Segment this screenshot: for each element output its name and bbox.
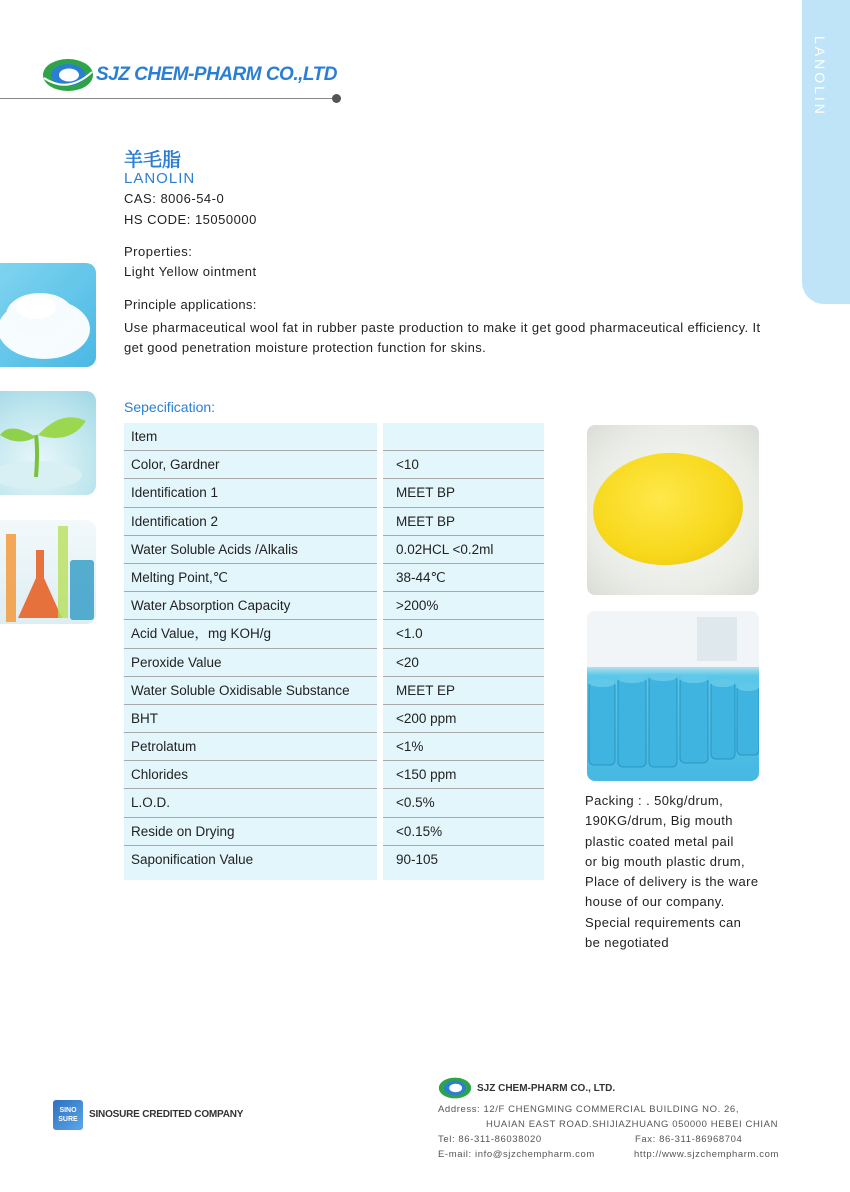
header-divider	[0, 98, 336, 99]
packing-line: or big mouth plastic drum,	[585, 853, 745, 869]
table-row	[124, 705, 544, 733]
spec-param: Chlorides	[124, 761, 377, 789]
spec-param: Item	[124, 423, 377, 451]
table-row	[124, 620, 544, 648]
company-name: SJZ CHEM-PHARM CO.,LTD	[96, 64, 337, 85]
spec-value: 38-44℃	[383, 564, 544, 592]
footer-address-2: HUAIAN EAST ROAD.SHIJIAZHUANG 050000 HEBEI CHIAN	[486, 1119, 779, 1130]
packing-line: Packing : . 50kg/drum,	[585, 793, 724, 808]
hs-code: HS CODE: 15050000	[124, 212, 257, 227]
spec-value: >200%	[383, 592, 544, 620]
spec-value: MEET BP	[383, 508, 544, 536]
spec-param: L.O.D.	[124, 789, 377, 817]
packing-line: plastic coated metal pail	[585, 833, 734, 849]
header-divider-dot	[332, 94, 341, 103]
product-name-cn: 羊毛脂	[124, 149, 182, 171]
spec-param: Saponification Value	[124, 846, 377, 880]
spec-value: 0.02HCL <0.2ml	[383, 536, 544, 564]
packing-line: Special requirements can	[585, 914, 742, 930]
spec-param: BHT	[124, 705, 377, 733]
footer-address-1: Address: 12/F CHENGMING COMMERCIAL BUILDING NO. 26,	[438, 1104, 740, 1115]
table-row	[124, 789, 544, 817]
applications-text: Use pharmaceutical wool fat in rubber paste production to make it get good pharmaceutical efficiency. It get good penetration moisture protection function for skins.	[124, 320, 761, 355]
packing-line: house of our company.	[585, 894, 725, 910]
company-logo-icon	[42, 58, 94, 92]
spec-param: Acid Value，mg KOH/g	[124, 620, 377, 648]
specification-heading: Sepecification:	[124, 399, 216, 415]
powder-photo	[0, 263, 96, 367]
sinosure-badge-icon: SINO SURE	[53, 1100, 83, 1130]
spec-param: Water Soluble Oxidisable Substance	[124, 677, 377, 705]
spec-value: <150 ppm	[383, 761, 544, 789]
applications-heading: Principle applications:	[124, 297, 257, 312]
cas-number: CAS: 8006-54-0	[124, 191, 225, 206]
spec-value: <1.0	[383, 620, 544, 648]
table-row	[124, 451, 544, 479]
spec-param: Melting Point,℃	[124, 564, 377, 592]
lab-glassware-photo	[0, 520, 96, 624]
footer-logo-icon	[438, 1077, 472, 1099]
seedling-photo	[0, 391, 96, 495]
spec-param: Petrolatum	[124, 733, 377, 761]
spec-param: Identification 1	[124, 479, 377, 507]
footer-tel: Tel: 86-311-86038020	[438, 1134, 542, 1145]
packing-line: be negotiated	[585, 935, 669, 951]
properties-heading: Properties:	[124, 244, 193, 259]
table-row	[124, 592, 544, 620]
spec-param: Water Soluble Acids /Alkalis	[124, 536, 377, 564]
table-row	[124, 733, 544, 761]
packing-info	[585, 791, 785, 953]
properties-value: Light Yellow ointment	[124, 264, 257, 279]
side-tab-label: LANOLIN	[812, 36, 828, 117]
specification-table	[124, 423, 544, 874]
spec-value: <1%	[383, 733, 544, 761]
spec-param: Reside on Drying	[124, 818, 377, 846]
table-row	[124, 846, 544, 874]
spec-value	[383, 423, 544, 451]
table-row	[124, 649, 544, 677]
footer-website-link[interactable]: http://www.sjzchempharm.com	[634, 1149, 780, 1160]
spec-value: <0.15%	[383, 818, 544, 846]
spec-value: MEET EP	[383, 677, 544, 705]
table-row	[124, 677, 544, 705]
spec-param: Water Absorption Capacity	[124, 592, 377, 620]
product-name-en: LANOLIN	[124, 170, 196, 187]
spec-value: MEET BP	[383, 479, 544, 507]
packing-line: 190KG/drum, Big mouth	[585, 813, 733, 829]
spec-value: <200 ppm	[383, 705, 544, 733]
packing-line: Place of delivery is the ware	[585, 874, 759, 890]
table-row	[124, 479, 544, 507]
sinosure-label: SINOSURE CREDITED COMPANY	[89, 1109, 244, 1120]
footer-email[interactable]: E-mail: info@sjzchempharm.com	[438, 1149, 595, 1160]
table-row	[124, 508, 544, 536]
table-row	[124, 818, 544, 846]
spec-param: Identification 2	[124, 508, 377, 536]
footer-company-name: SJZ CHEM-PHARM CO., LTD.	[477, 1083, 616, 1094]
drums-photo	[587, 611, 759, 781]
spec-value: <10	[383, 451, 544, 479]
spec-param: Peroxide Value	[124, 649, 377, 677]
spec-param: Color, Gardner	[124, 451, 377, 479]
table-row	[124, 423, 544, 451]
table-row	[124, 564, 544, 592]
spec-value: 90-105	[383, 846, 544, 880]
spec-value: <0.5%	[383, 789, 544, 817]
spec-value: <20	[383, 649, 544, 677]
table-row	[124, 536, 544, 564]
table-row	[124, 761, 544, 789]
footer-fax: Fax: 86-311-86968704	[635, 1134, 743, 1145]
